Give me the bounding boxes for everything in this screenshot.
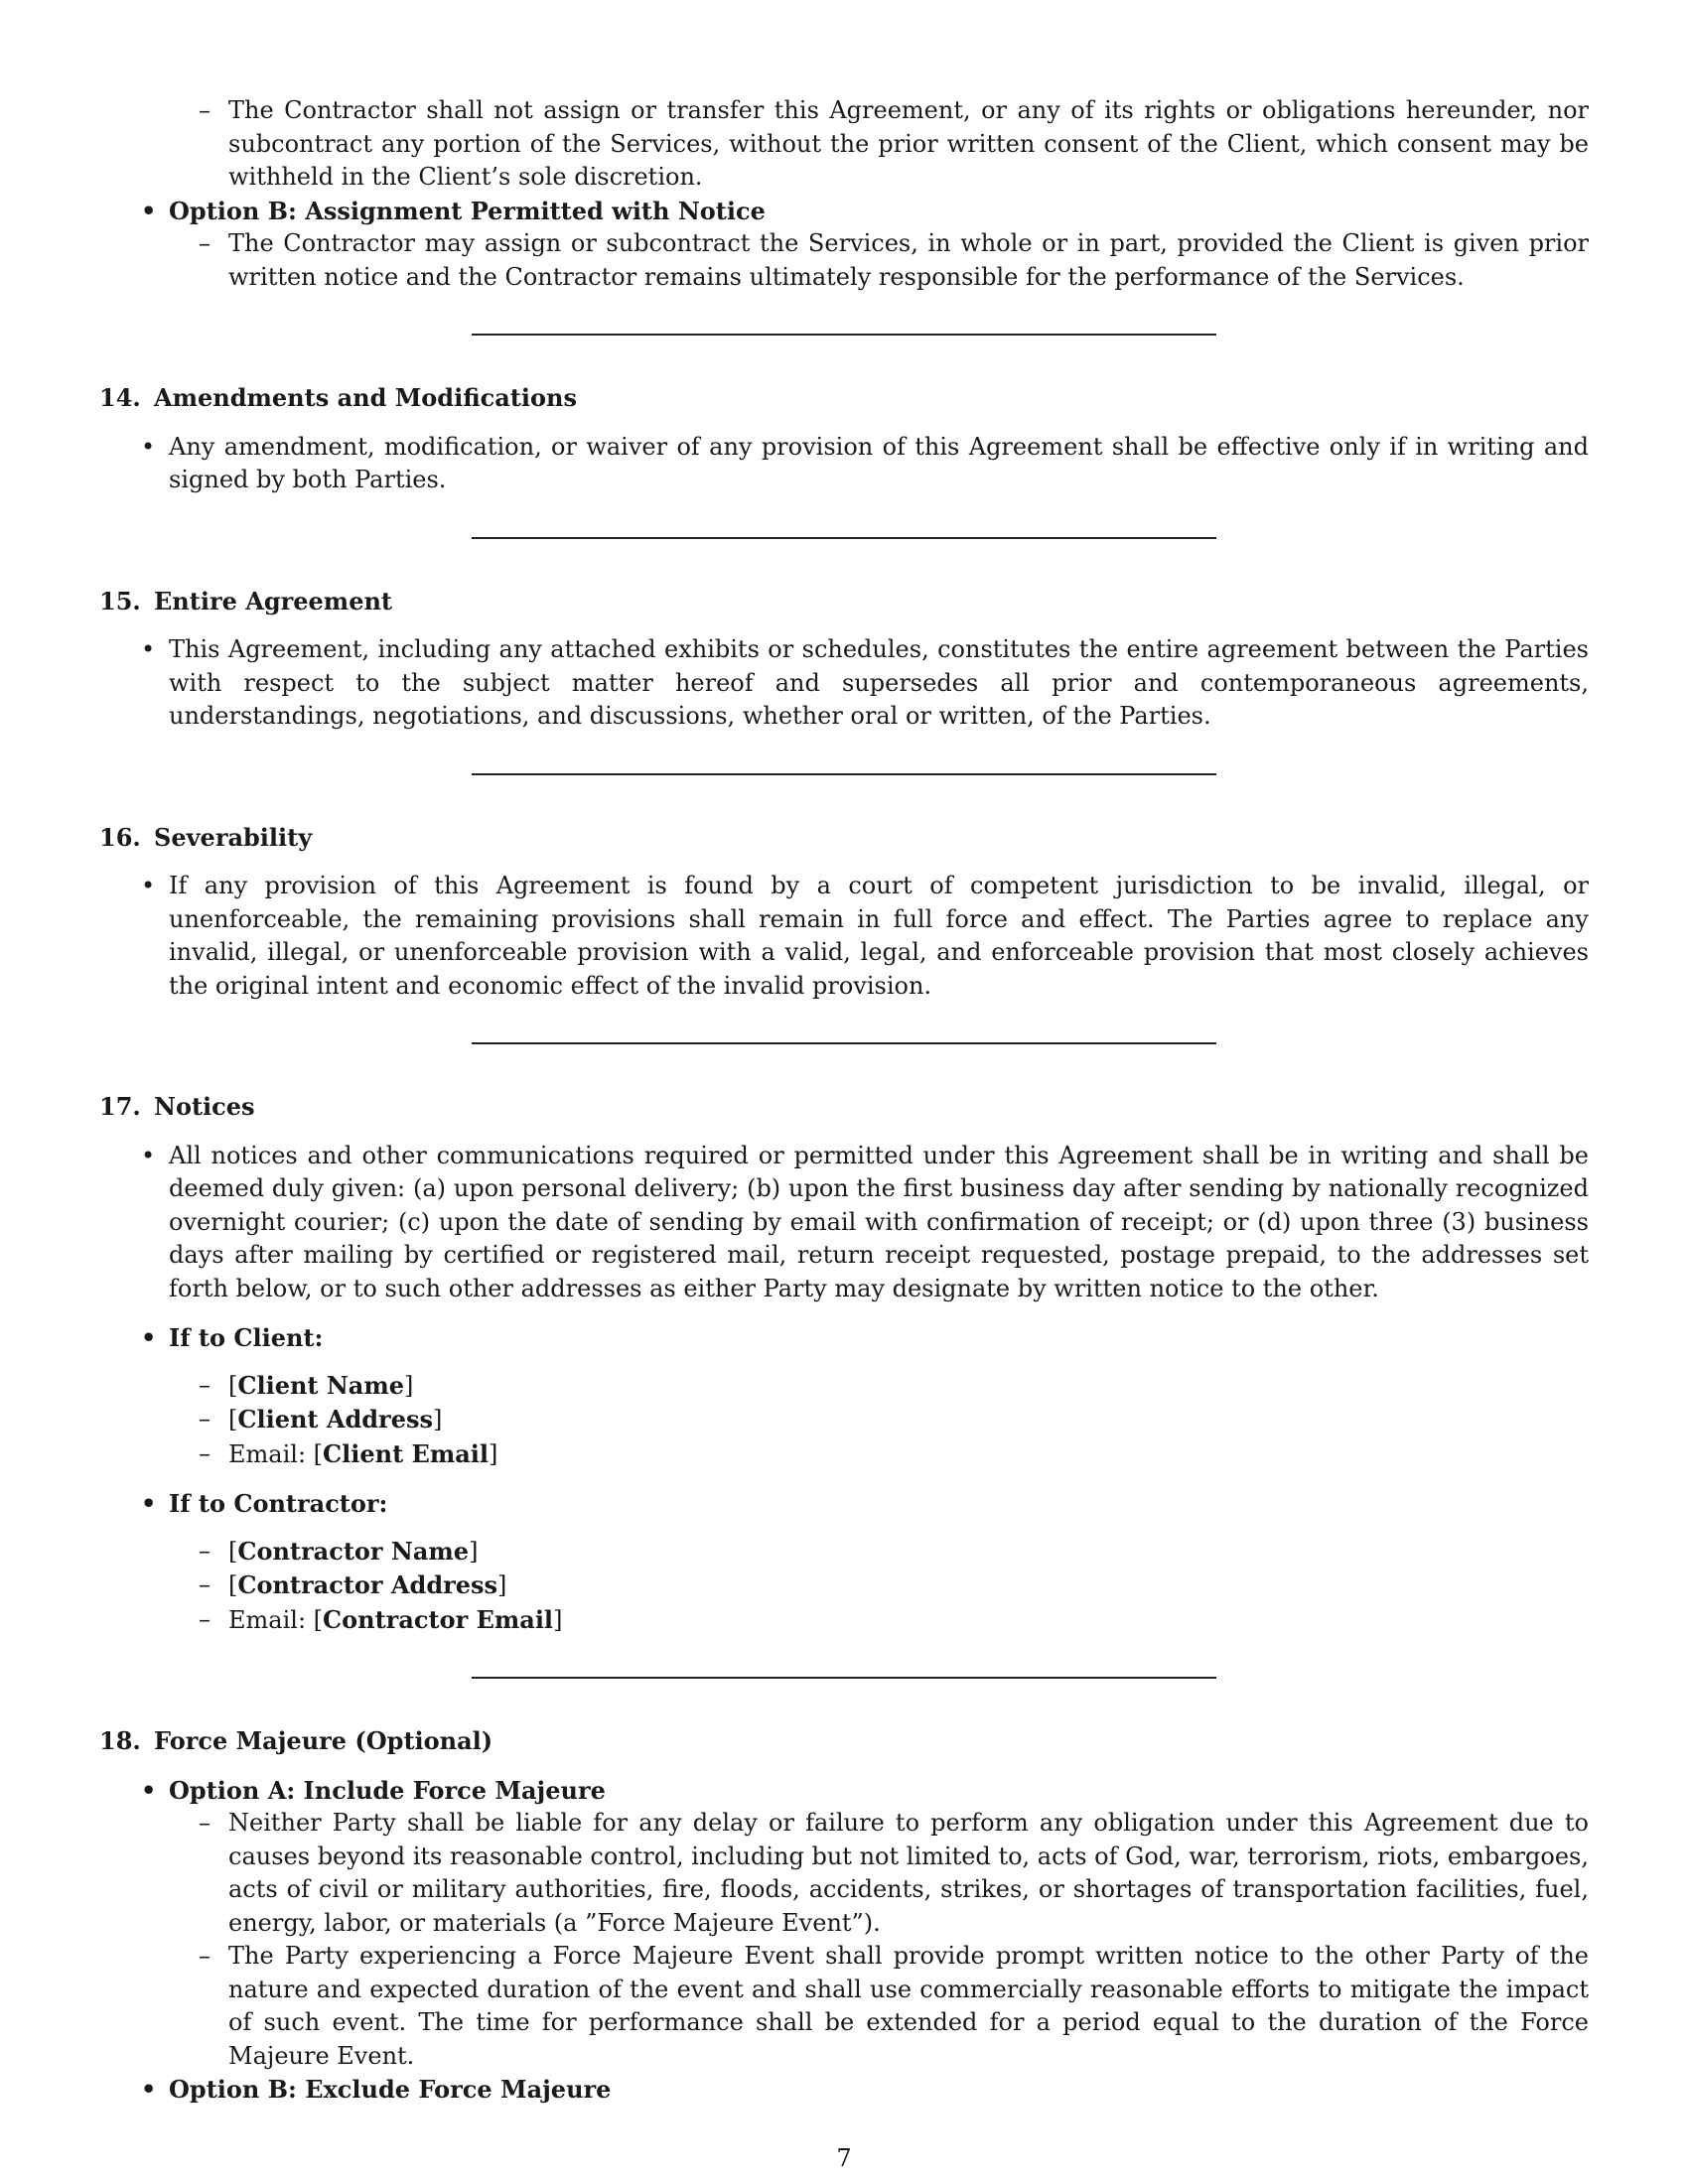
option-a-force-majeure-label: • Option A: Include Force Majeure [169, 1774, 1589, 1808]
force-majeure-liability-clause: – Neither Party shall be liable for any delay or failure to perform any obligation under this Agreement due to causes beyond its reasonable control, including but not limited to, acts of God, war, terrorism, riots, embargoes, acts of civil or military authorities, fire, floods, accidents, strikes, or shortages of transportation facilities, fuel, energy, labor, or materials (a ”Force Majeure Event”). [228, 1807, 1589, 1940]
contractor-name-placeholder: Contractor Name [237, 1536, 470, 1566]
amendments-clause: • Any amendment, modification, or waiver of any provision of this Agreement shall be effective only if in writing and signed by both Parties. [169, 431, 1589, 497]
page-number: 7 [836, 2144, 852, 2172]
assignment-prohibited-clause: – The Contractor shall not assign or transfer this Agreement, or any of its rights or obligations hereunder, nor subcontract any portion of the Services, without the prior written consent of the Client, which consent may be withheld in the Client’s sole discretion. [228, 94, 1589, 195]
section-divider [472, 1677, 1216, 1679]
section-title: Notices [154, 1092, 255, 1121]
client-address-field: – [Client Address] [228, 1403, 1589, 1437]
contractor-notice-label: • If to Contractor: [169, 1487, 1589, 1521]
document-page [99, 94, 1589, 2107]
assignment-permitted-clause: – The Contractor may assign or subcontract the Services, in whole or in part, provided the Client is given prior written notice and the Contractor remains ultimately responsible for the performance of the Services. [228, 227, 1589, 294]
client-email-field: – Email: [Client Email] [228, 1437, 1589, 1472]
section-title: Amendments and Modifications [154, 383, 577, 412]
contractor-email-field: – Email: [Contractor Email] [228, 1603, 1589, 1638]
section-divider [472, 1042, 1216, 1044]
section-title: Severability [154, 822, 313, 852]
section-15-heading [99, 585, 1589, 618]
option-b-force-majeure-label: • Option B: Exclude Force Majeure [169, 2073, 1589, 2107]
entire-agreement-clause: • This Agreement, including any attached exhibits or schedules, constitutes the entire agreement between the Parties with respect to the subject matter hereof and supersedes all prior and contemporaneous agreements, understandings, negotiations, and discussions, whether oral or written, of the Parties. [169, 633, 1589, 734]
section-divider [472, 537, 1216, 539]
client-notice-list [99, 1369, 1589, 1472]
client-notice-label: • If to Client: [169, 1321, 1589, 1355]
section-title: Entire Agreement [154, 586, 392, 615]
email-prefix: Email: [228, 1605, 314, 1634]
section-number: 16. [99, 822, 141, 852]
section-number: 18. [99, 1726, 141, 1755]
section-number: 17. [99, 1092, 141, 1121]
client-address-placeholder: Client Address [237, 1405, 433, 1433]
section-14-heading [99, 381, 1589, 415]
severability-clause: • If any provision of this Agreement is found by a court of competent jurisdiction to be invalid, illegal, or unenforceable, the remaining provisions shall remain in full force and effect. The Parties agree to replace any invalid, illegal, or unenforceable provision with a valid, legal, and enforceable provision that most closely achieves the original intent and economic effect of the invalid provision. [169, 870, 1589, 1003]
contractor-email-placeholder: Contractor Email [323, 1604, 554, 1634]
option-b-assignment-label: • Option B: Assignment Permitted with Notice [169, 195, 1589, 228]
section-16-heading [99, 821, 1589, 855]
section-divider [472, 773, 1216, 775]
contractor-name-field: – [Contractor Name] [228, 1535, 1589, 1570]
client-email-placeholder: Client Email [323, 1438, 489, 1468]
contractor-notice-list [99, 1535, 1589, 1638]
contractor-address-placeholder: Contractor Address [237, 1570, 498, 1599]
client-name-field: – [Client Name] [228, 1369, 1589, 1404]
client-name-placeholder: Client Name [237, 1370, 405, 1400]
section-18-heading [99, 1724, 1589, 1758]
email-prefix: Email: [228, 1439, 314, 1468]
force-majeure-notice-clause: – The Party experiencing a Force Majeure Event shall provide prompt written notice to the other Party of the nature and expected duration of the event and shall use commercially reasonable efforts to mitigate the impact of such event. The time for performance shall be extended for a period equal to the duration of the Force Majeure Event. [228, 1940, 1589, 2073]
contractor-address-field: – [Contractor Address] [228, 1569, 1589, 1603]
section-number: 14. [99, 383, 141, 412]
section-divider [472, 334, 1216, 336]
notices-clause: • All notices and other communications required or permitted under this Agreement shall be in writing and shall be deemed duly given: (a) upon personal delivery; (b) upon the first business day after sending by nationally recognized overnight courier; (c) upon the date of sending by email with confirmation of receipt; or (d) upon three (3) business days after mailing by certified or registered mail, return receipt requested, postage prepaid, to the addresses set forth below, or to such other addresses as either Party may designate by written notice to the other. [169, 1140, 1589, 1306]
section-number: 15. [99, 586, 141, 615]
section-title: Force Majeure (Optional) [154, 1726, 493, 1755]
section-17-heading [99, 1090, 1589, 1124]
